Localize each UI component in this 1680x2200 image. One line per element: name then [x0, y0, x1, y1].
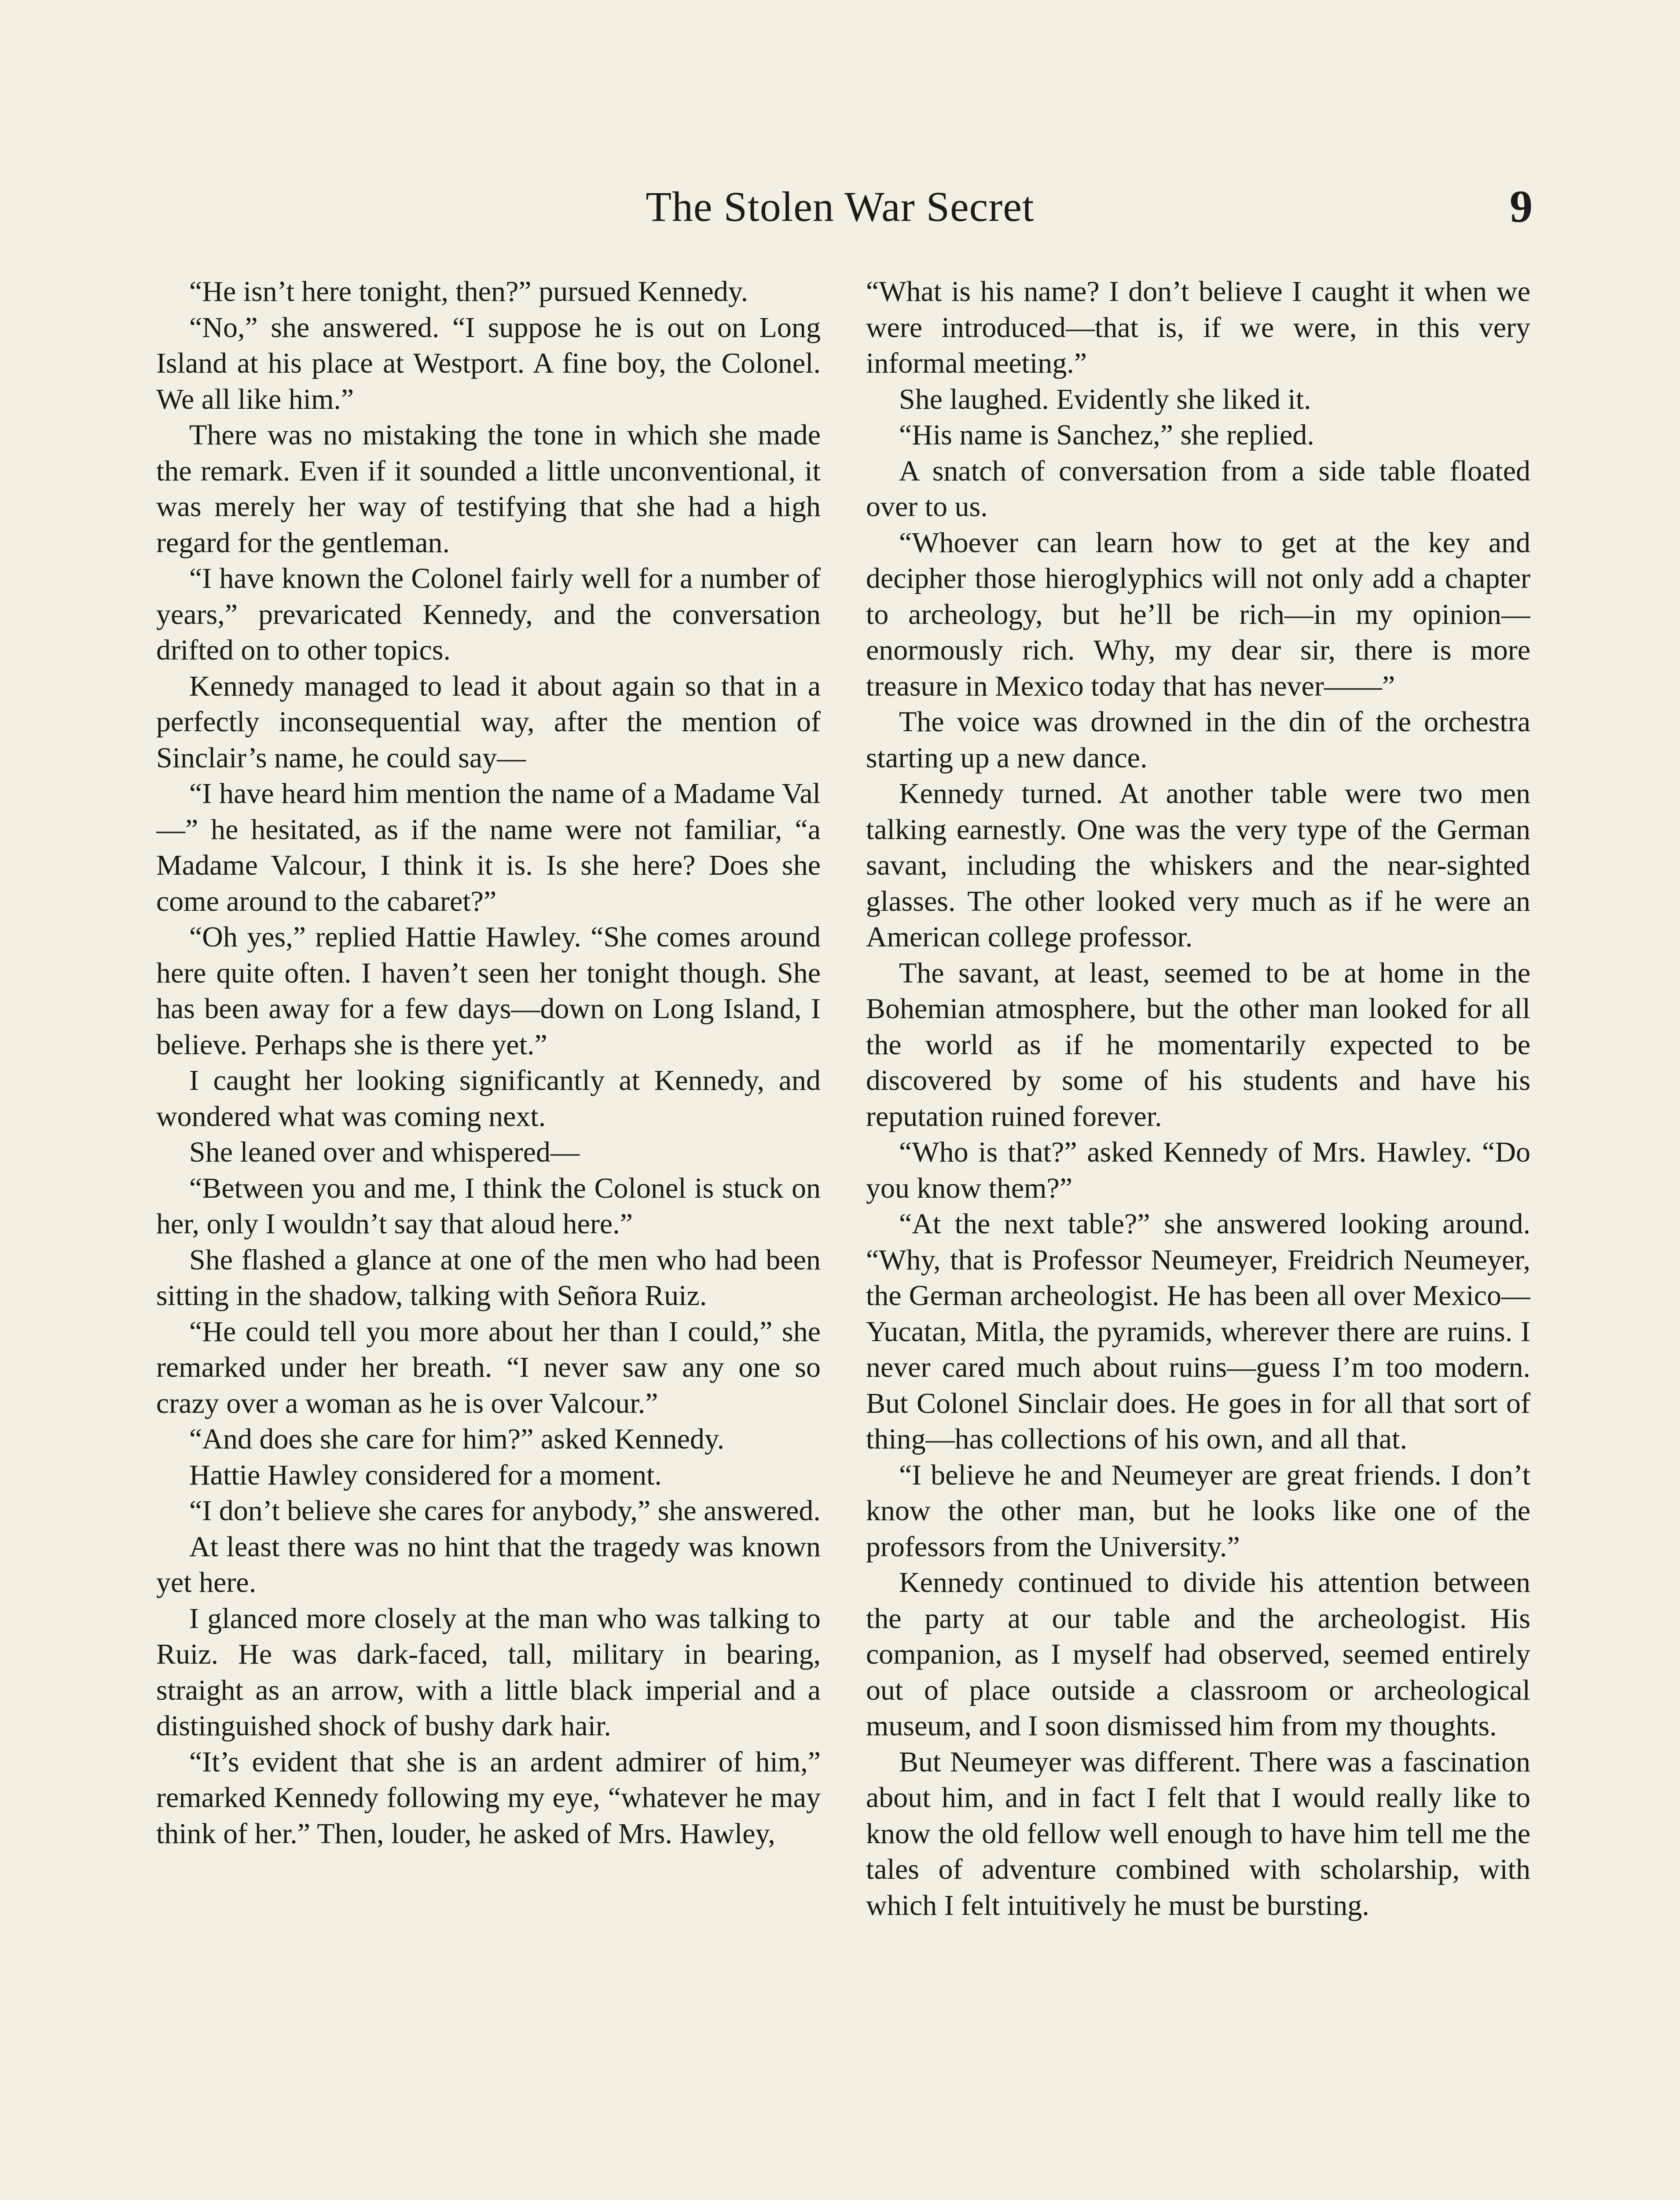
- paragraph: “I believe he and Neumeyer are great friends. I don’t know the other man, but he looks like one of the professors from the University.”: [866, 1459, 1530, 1563]
- paragraph: The voice was drowned in the din of the orchestra starting up a new dance.: [866, 706, 1530, 774]
- page-header: [0, 176, 1680, 238]
- paragraph: “It’s evident that she is an ardent admirer of him,” remarked Kennedy following my eye, “whatever he may think of her.” Then, louder, he asked of Mrs. Hawley,: [156, 1745, 821, 1850]
- paragraph: “Who is that?” asked Kennedy of Mrs. Hawley. “Do you know them?”: [866, 1136, 1530, 1204]
- paragraph: The savant, at least, seemed to be at home in the Bohemian atmosphere, but the other man looked for all the world as if he momentarily expected to be discovered by some of his students and have his reputation ruined forever.: [866, 957, 1530, 1133]
- paragraph: “And does she care for him?” asked Kennedy.: [189, 1423, 725, 1455]
- paragraph: But Neumeyer was different. There was a fascination about him, and in fact I felt that I would really like to know the old fellow well enough to have him tell me the tales of adventure combined with scholarship, with which I felt intuitively he must be bursting.: [866, 1745, 1530, 1921]
- paragraph: I glanced more closely at the man who was talking to Ruiz. He was dark-faced, tall, military in bearing, straight as an arrow, with a little black imperial and a distinguished shock of bushy dark hair.: [156, 1602, 821, 1742]
- page-number: 9: [1510, 181, 1533, 232]
- paragraph: “He could tell you more about her than I could,” she remarked under her breath. “I never saw any one so crazy over a woman as he is over Valcour.”: [156, 1315, 821, 1419]
- paragraph: Hattie Hawley considered for a moment.: [189, 1459, 662, 1491]
- paragraph: She leaned over and whispered—: [189, 1136, 580, 1168]
- paragraph: “He isn’t here tonight, then?” pursued Kennedy.: [189, 275, 748, 308]
- paragraph: “I have heard him mention the name of a Madame Val—” he hesitated, as if the name were not familiar, “a Madame Valcour, I think it is. Is she here? Does she come around to the cabaret?”: [156, 777, 821, 917]
- paragraph: At least there was no hint that the tragedy was known yet here.: [156, 1530, 821, 1599]
- paragraph: “Between you and me, I think the Colonel is stuck on her, only I wouldn’t say that aloud here.”: [156, 1172, 821, 1240]
- paragraph: “Whoever can learn how to get at the key and decipher those hieroglyphics will not only add a chapter to archeology, but he’ll be rich—in my opinion—enormously rich. Why, my dear sir, there is more treasure in Mexico today that has never——”: [866, 526, 1530, 702]
- paragraph: “I have known the Colonel fairly well for a number of years,” prevaricated Kennedy, and the conversation drifted on to other topics.: [156, 562, 821, 666]
- paragraph: Kennedy continued to divide his attention between the party at our table and the archeologist. His companion, as I myself had observed, seemed entirely out of place outside a classroom or archeological museum, and I soon dismissed him from my thoughts.: [866, 1566, 1530, 1742]
- paragraph: “I don’t believe she cares for anybody,” she answered.: [189, 1495, 821, 1527]
- paragraph: A snatch of conversation from a side table floated over to us.: [866, 455, 1530, 523]
- running-title: The Stolen War Secret: [646, 183, 1034, 230]
- paragraph: She laughed. Evidently she liked it.: [899, 383, 1311, 415]
- paragraph: “Oh yes,” replied Hattie Hawley. “She comes around here quite often. I haven’t seen her tonight though. She has been away for a few days—down on Long Island, I believe. Perhaps she is there yet.”: [156, 921, 821, 1061]
- paragraph: She flashed a glance at one of the men who had been sitting in the shadow, talking with Señora Ruiz.: [156, 1243, 821, 1312]
- paragraph: “What is his name? I don’t believe I caught it when we were introduced—that is, if we were, in this very informal meeting.”: [866, 275, 1530, 379]
- paragraph: Kennedy managed to lead it about again so that in a perfectly inconsequential way, after the mention of Sinclair’s name, he could say—: [156, 670, 821, 774]
- paragraph: Kennedy turned. At another table were two men talking earnestly. One was the very type of the German savant, including the whiskers and the near-sighted glasses. The other looked very much as if he were an American college professor.: [866, 777, 1530, 953]
- paragraph: “At the next table?” she answered looking around. “Why, that is Professor Neumeyer, Freidrich Neumeyer, the German archeologist. He has been all over Mexico—Yucatan, Mitla, the pyramids, wherever there are ruins. I never cared much about ruins—guess I’m too modern. But Colonel Sinclair does. He goes in for all that sort of thing—has collections of his own, and all that.: [866, 1208, 1530, 1455]
- right-column: [866, 274, 1530, 2200]
- paragraph: “No,” she answered. “I suppose he is out on Long Island at his place at Westport. A fine boy, the Colonel. We all like him.”: [156, 311, 821, 415]
- paragraph: There was no mistaking the tone in which she made the remark. Even if it sounded a little unconventional, it was merely her way of testifying that she had a high regard for the gentleman.: [156, 419, 821, 559]
- paragraph: “His name is Sanchez,” she replied.: [899, 419, 1314, 451]
- paragraph: I caught her looking significantly at Kennedy, and wondered what was coming next.: [156, 1064, 821, 1133]
- left-column: [156, 274, 821, 2200]
